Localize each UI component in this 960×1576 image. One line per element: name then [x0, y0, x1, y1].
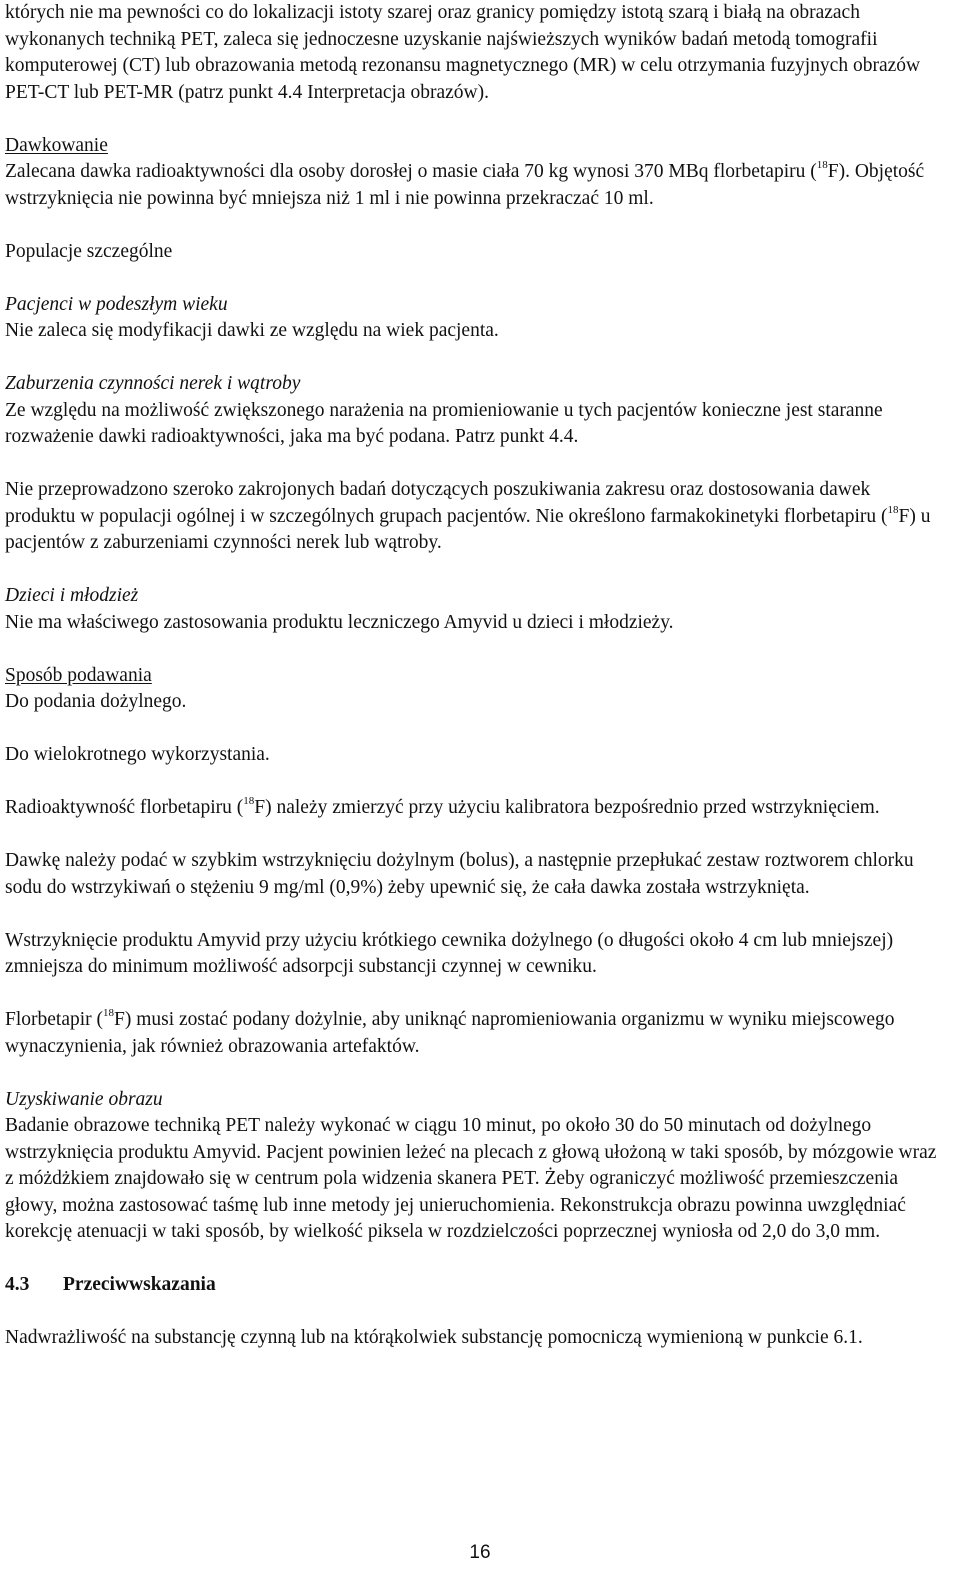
administration-line-iv: Do podania dożylnego.: [5, 691, 187, 712]
elderly-paragraph: Nie zaleca się modyfikacji dawki ze względu na wiek pacjenta.: [5, 320, 499, 341]
florbetapir-superscript: 18: [103, 1007, 115, 1019]
studies-superscript: 18: [887, 503, 899, 516]
radioactivity-paragraph: [5, 795, 945, 822]
dosage-text-b: F). Objętość wstrzyknięcia nie powinna być mniejsza niż 1 ml i nie powinna przekraczać 10 ml.: [5, 161, 925, 209]
document-page: [5, 0, 945, 1378]
florbetapir-text-b: F) musi zostać podany dożylnie, aby uniknąć napromieniowania organizmu w wyniku miejscowego wynaczynienia, jak również obrazowania artefaktów.: [5, 1009, 895, 1057]
special-populations-heading: Populacje szczególne: [5, 240, 173, 262]
section-number: 4.3: [5, 1274, 30, 1295]
imaging-paragraph: Badanie obrazowe techniką PET należy wykonać w ciągu 10 minut, po około 30 do 50 minutach od dożylnego wstrzyknięcia produktu Amyvid. Pacjent powinien leżeć na plecach z głową ułożoną w taki sposób, by mózgowie wraz z móżdżkiem znajdowało się w centrum pola widzenia skanera PET. Żeby ograniczyć możliwość przemieszczenia głowy, można zastosować taśmę lub inne metody jej unieruchomienia. Rekonstrukcja obrazu powinna uwzględniać korekcję atenuacji w taki sposób, by wielkość piksela w rozdzielczości poprzecznej wyniosła od 2,0 do 3,0 mm.: [5, 1115, 937, 1242]
page-number: 16: [469, 1542, 491, 1563]
section-heading-contraindications: [5, 1272, 945, 1299]
intro-paragraph: których nie ma pewności co do lokalizacji istoty szarej oraz granicy pomiędzy istotą szarą i białą na obrazach wykonanych techniką PET, zaleca się jednoczesne uzyskanie najświeższych wyników badań metodą tomografii komputerowej (CT) lub obrazowania metodą rezonansu magnetycznego (MR) w celu otrzymania fuzyjnych obrazów PET-CT lub PET-MR (patrz punkt 4.4 Interpretacja obrazów).: [5, 2, 921, 103]
radioactivity-text-a: Radioaktywność florbetapiru (: [5, 797, 244, 818]
elderly-heading: Pacjenci w podeszłym wieku: [5, 293, 228, 315]
catheter-paragraph: Wstrzyknięcie produktu Amyvid przy użyciu krótkiego cewnika dożylnego (o długości około 4 cm lub mniejszej) zmniejsza do minimum możliwość adsorpcji substancji czynnej w cewniku.: [5, 929, 894, 977]
florbetapir-paragraph: [5, 1007, 945, 1060]
dosage-heading: Dawkowanie: [5, 134, 108, 156]
dosage-text-a: Zalecana dawka radioaktywności dla osoby dorosłej o masie ciała 70 kg wynosi 370 MBq florbetapiru (: [5, 161, 817, 182]
section-title: Przeciwwskazania: [63, 1274, 216, 1295]
renal-hepatic-paragraph: Ze względu na możliwość zwiększonego narażenia na promieniowanie u tych pacjentów konieczne jest staranne rozważenie dawki radioaktywności, jaka ma być podana. Patrz punkt 4.4.: [5, 399, 883, 447]
florbetapir-text-a: Florbetapir (: [5, 1009, 104, 1030]
renal-hepatic-heading: Zaburzenia czynności nerek i wątroby: [5, 373, 301, 394]
administration-line-multi: Do wielokrotnego wykorzystania.: [5, 744, 270, 765]
studies-text-a: Nie przeprowadzono szeroko zakrojonych badań dotyczących poszukiwania zakresu oraz dostosowania dawek produktu w populacji ogólnej i w szczególnych grupach pacjentów. Nie określono farmakokinetyki florbetapiru (: [5, 479, 888, 527]
studies-text-b: F) u pacjentów z zaburzeniami czynności nerek lub wątroby.: [5, 505, 931, 553]
imaging-heading: Uzyskiwanie obrazu: [5, 1088, 163, 1110]
children-paragraph: Nie ma właściwego zastosowania produktu leczniczego Amyvid u dzieci i młodzieży.: [5, 611, 674, 633]
studies-paragraph: [5, 477, 945, 557]
contraindications-paragraph: Nadwrażliwość na substancję czynną lub na którąkolwiek substancję pomocniczą wymienioną w punkcie 6.1.: [5, 1327, 863, 1348]
children-heading: Dzieci i młodzież: [5, 585, 139, 606]
dosage-superscript: 18: [816, 159, 828, 171]
radioactivity-superscript: 18: [243, 795, 255, 807]
radioactivity-text-b: F) należy zmierzyć przy użyciu kalibratora bezpośrednio przed wstrzyknięciem.: [254, 797, 880, 818]
bolus-paragraph: Dawkę należy podać w szybkim wstrzyknięciu dożylnym (bolus), a następnie przepłukać zestaw roztworem chlorku sodu do wstrzykiwań o stężeniu 9 mg/ml (0,9%) żeby upewnić się, że cała dawka została wstrzyknięta.: [5, 850, 914, 898]
dosage-paragraph: [5, 159, 945, 212]
administration-heading: Sposób podawania: [5, 664, 152, 686]
